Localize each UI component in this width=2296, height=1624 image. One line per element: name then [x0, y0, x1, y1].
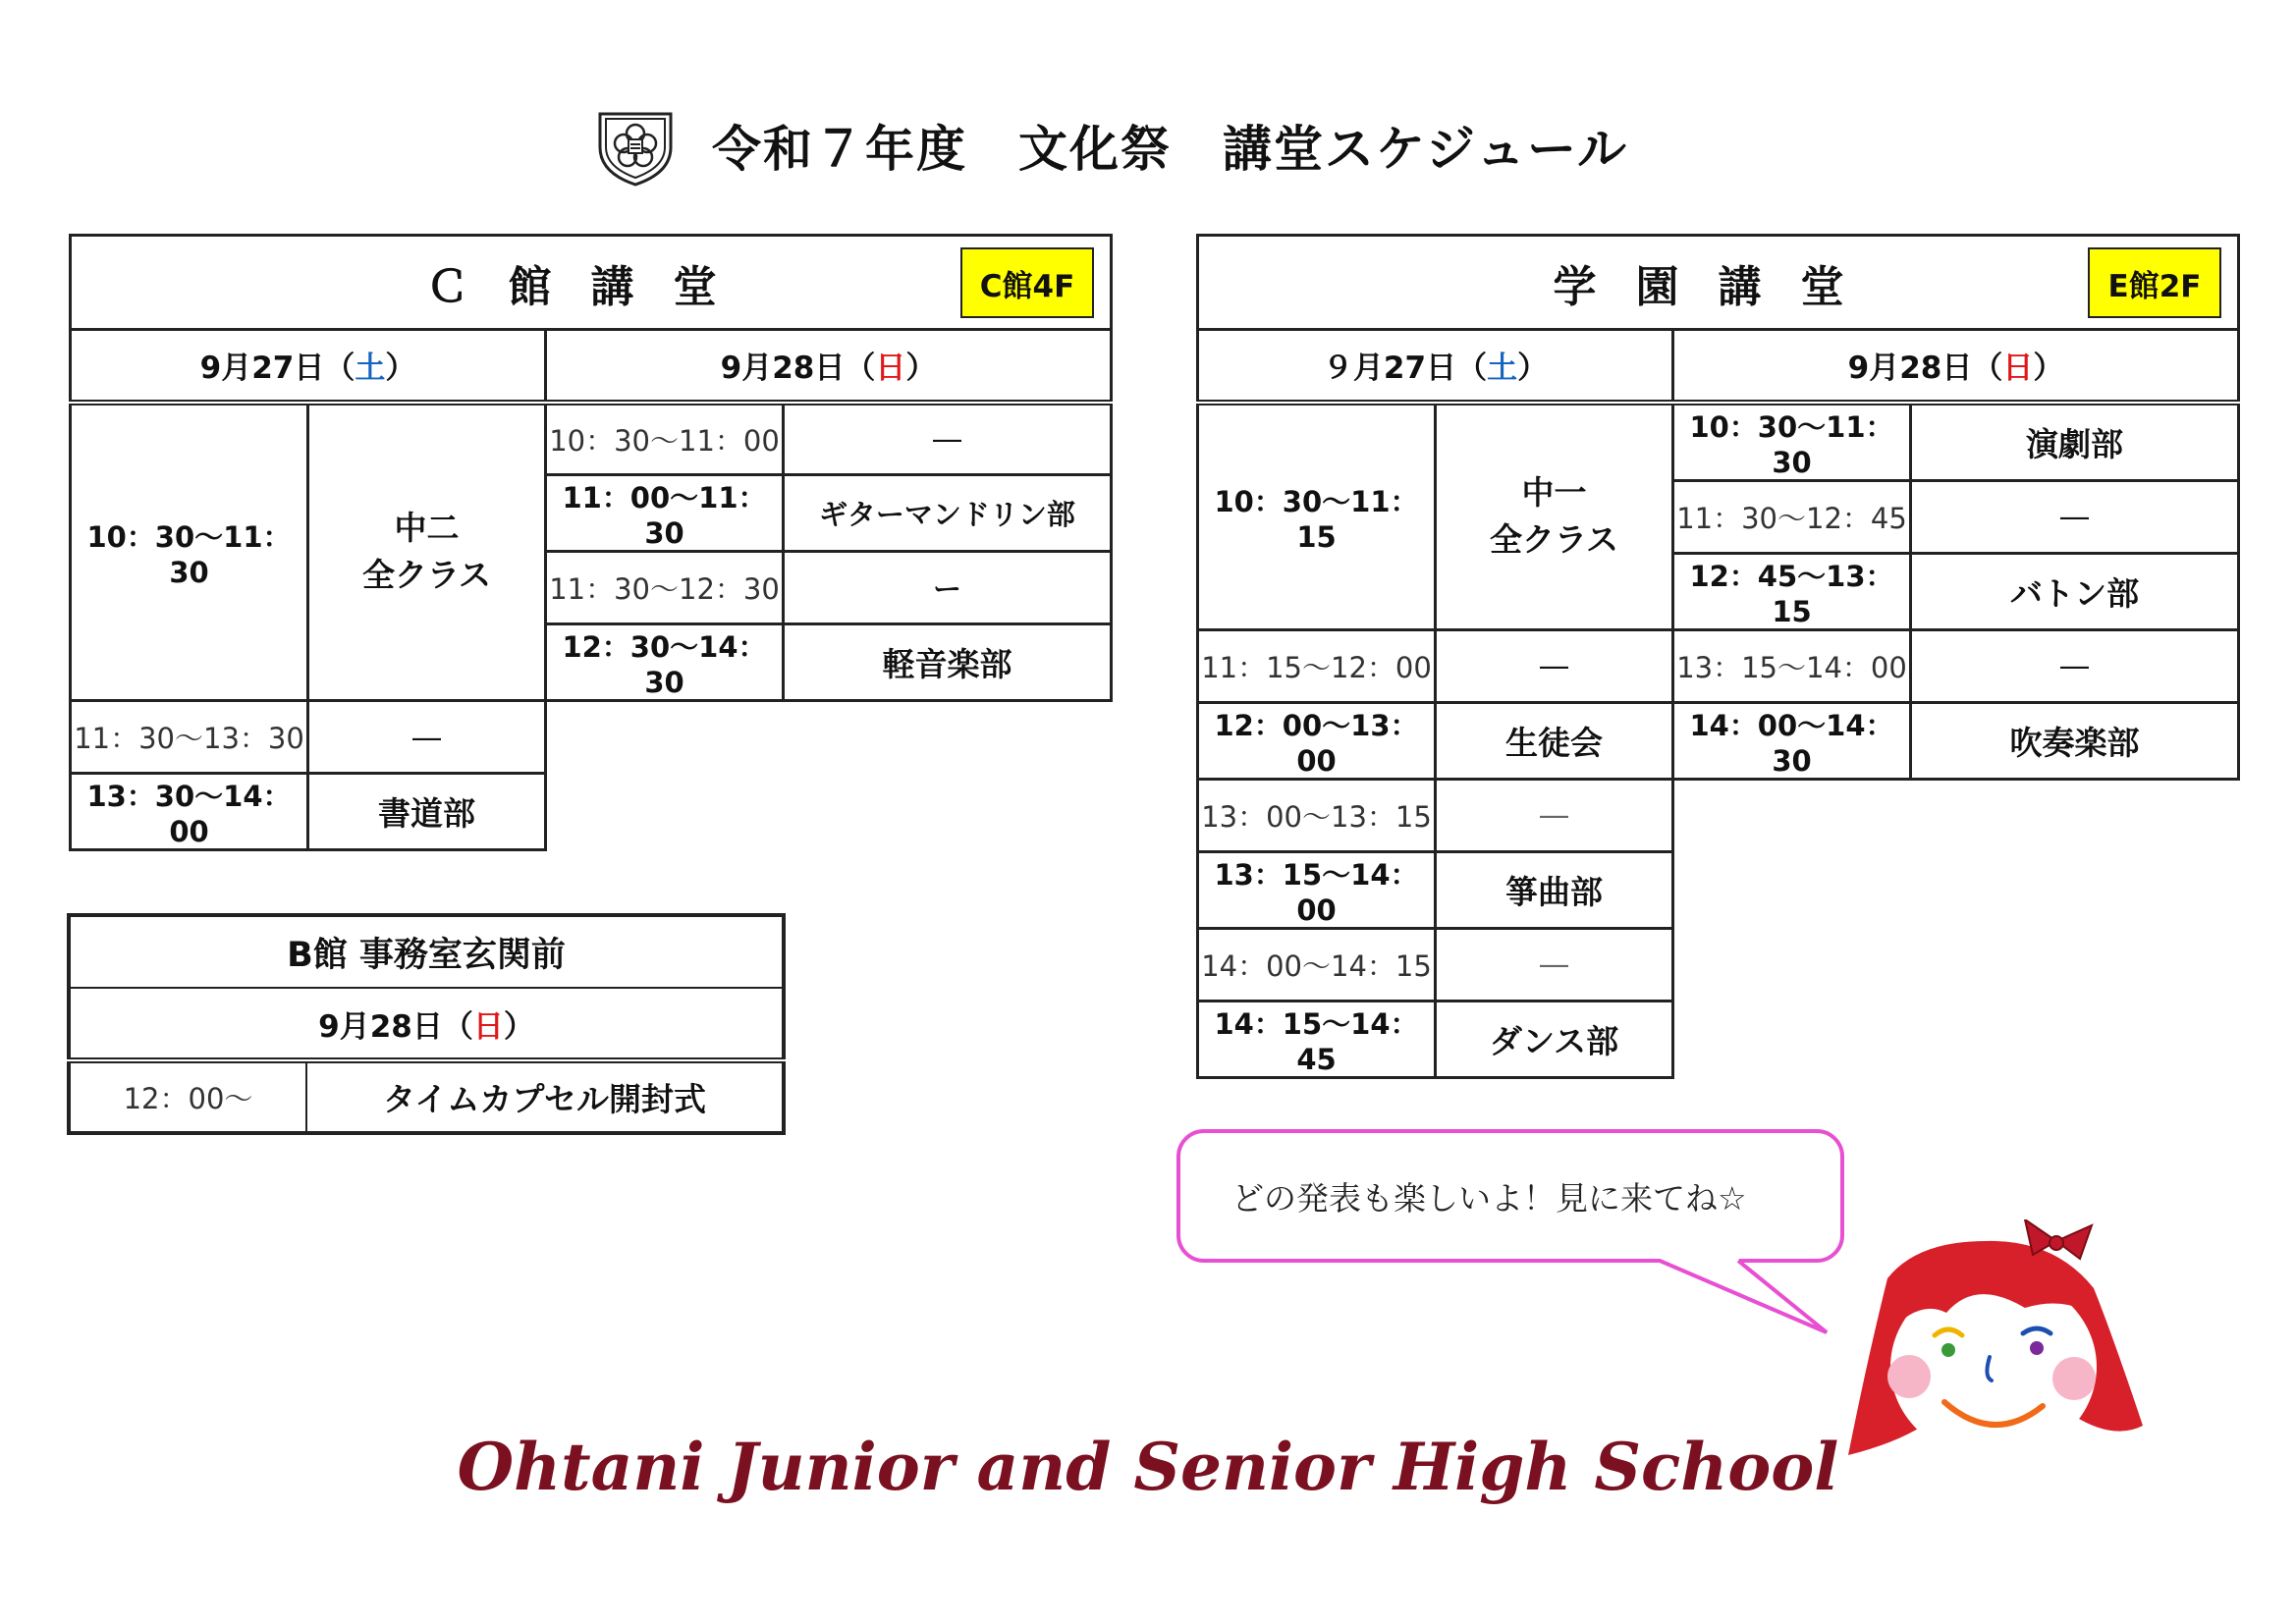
event-cell: ―: [1436, 928, 1673, 1001]
b-hall-schedule: [67, 913, 786, 1135]
event-cell: ―: [1911, 629, 2239, 702]
time-cell: 14：00～14：30: [1673, 702, 1911, 779]
time-cell: 14：00～14：15: [1198, 928, 1436, 1001]
table-row: [1198, 702, 2239, 779]
c-hall-sat-date: 9月27日（土）: [71, 330, 546, 403]
event-cell: バトン部: [1911, 553, 2239, 629]
speech-bubble: [1176, 1129, 1844, 1263]
time-cell: 12：00～13：00: [1198, 702, 1436, 779]
school-name-footer: Ohtani Junior and Senior High School: [457, 1429, 1839, 1505]
time-cell: 11：30～12：30: [546, 552, 784, 624]
event-cell: ―: [1436, 779, 1673, 851]
time-cell: 10：30～11：30: [1673, 403, 1911, 481]
c-hall-floor-badge: C館4F: [960, 247, 1094, 318]
event-cell: 中一 全クラス: [1436, 403, 1673, 630]
time-cell: 12：45～13：15: [1673, 553, 1911, 629]
sunday-label: 日: [875, 351, 906, 387]
speech-bubble-tail: [1660, 1259, 1846, 1337]
event-cell: ギターマンドリン部: [784, 475, 1112, 552]
time-cell: 12：30～14：30: [546, 624, 784, 701]
saturday-label: 土: [355, 351, 386, 387]
sunday-label: 日: [472, 1008, 504, 1045]
table-row: [1198, 629, 2239, 702]
event-cell: ー: [784, 552, 1112, 624]
time-cell: 13：30～14：00: [71, 774, 308, 850]
c-hall-name: Ｃ館講堂: [425, 261, 756, 312]
gakuen-hall-sun-date: 9月28日（日）: [1673, 330, 2239, 403]
time-cell: 13：15～14：00: [1673, 629, 1911, 702]
table-row: [1198, 403, 2239, 481]
event-cell: 軽音楽部: [784, 624, 1112, 701]
school-emblem-icon: [594, 104, 677, 187]
gakuen-hall-header: [1198, 236, 2239, 330]
table-row: [71, 701, 1112, 774]
event-cell: ―: [1911, 480, 2239, 553]
gakuen-hall-floor-badge: E館2F: [2088, 247, 2221, 318]
event-cell: 生徒会: [1436, 702, 1673, 779]
time-cell: 10：30～11：15: [1198, 403, 1436, 630]
event-cell: ―: [1436, 629, 1673, 702]
speech-bubble-text: どの発表も楽しいよ！見に来てね☆: [1231, 1178, 1747, 1218]
gakuen-hall-sat-date: ９月27日（土）: [1198, 330, 1673, 403]
gakuen-hall-name: 学園講堂: [1553, 261, 1884, 312]
event-cell: 吹奏楽部: [1911, 702, 2239, 779]
c-hall-schedule: [69, 234, 1113, 851]
table-row: [1198, 1001, 2239, 1077]
table-row: [71, 403, 1112, 475]
c-hall-sun-date: 9月28日（日）: [546, 330, 1112, 403]
table-row: [69, 1060, 784, 1133]
time-cell: 14：15～14：45: [1198, 1001, 1436, 1077]
sunday-label: 日: [2002, 351, 2034, 387]
b-hall-name: B館 事務室玄関前: [69, 915, 784, 988]
event-cell: 演劇部: [1911, 403, 2239, 481]
time-cell: 11：15～12：00: [1198, 629, 1436, 702]
time-cell: 10：30～11：00: [546, 403, 784, 475]
time-cell: 10：30～11：30: [71, 403, 308, 701]
table-row: [71, 774, 1112, 850]
c-hall-header: [71, 236, 1112, 330]
table-row: [1198, 779, 2239, 851]
event-cell: ダンス部: [1436, 1001, 1673, 1077]
b-hall-sun-date: 9月28日（日）: [69, 988, 784, 1060]
event-cell: 中二 全クラス: [308, 403, 546, 701]
gakuen-hall-schedule: [1196, 234, 2240, 1079]
event-cell: ―: [784, 403, 1112, 475]
time-cell: 11：00～11：30: [546, 475, 784, 552]
page-header: [594, 103, 1628, 187]
event-cell: 書道部: [308, 774, 546, 850]
time-cell: 13：00～13：15: [1198, 779, 1436, 851]
saturday-label: 土: [1487, 351, 1518, 387]
event-cell: ―: [308, 701, 546, 774]
table-row: [1198, 928, 2239, 1001]
event-cell: 箏曲部: [1436, 851, 1673, 928]
time-cell: 13：15～14：00: [1198, 851, 1436, 928]
time-cell: 11：30～13：30: [71, 701, 308, 774]
table-row: [1198, 851, 2239, 928]
time-cell: 11：30～12：45: [1673, 480, 1911, 553]
event-cell: タイムカプセル開封式: [306, 1060, 784, 1133]
time-cell: 12：00～: [69, 1060, 306, 1133]
page-title: 令和７年度 文化祭 講堂スケジュール: [712, 120, 1628, 178]
